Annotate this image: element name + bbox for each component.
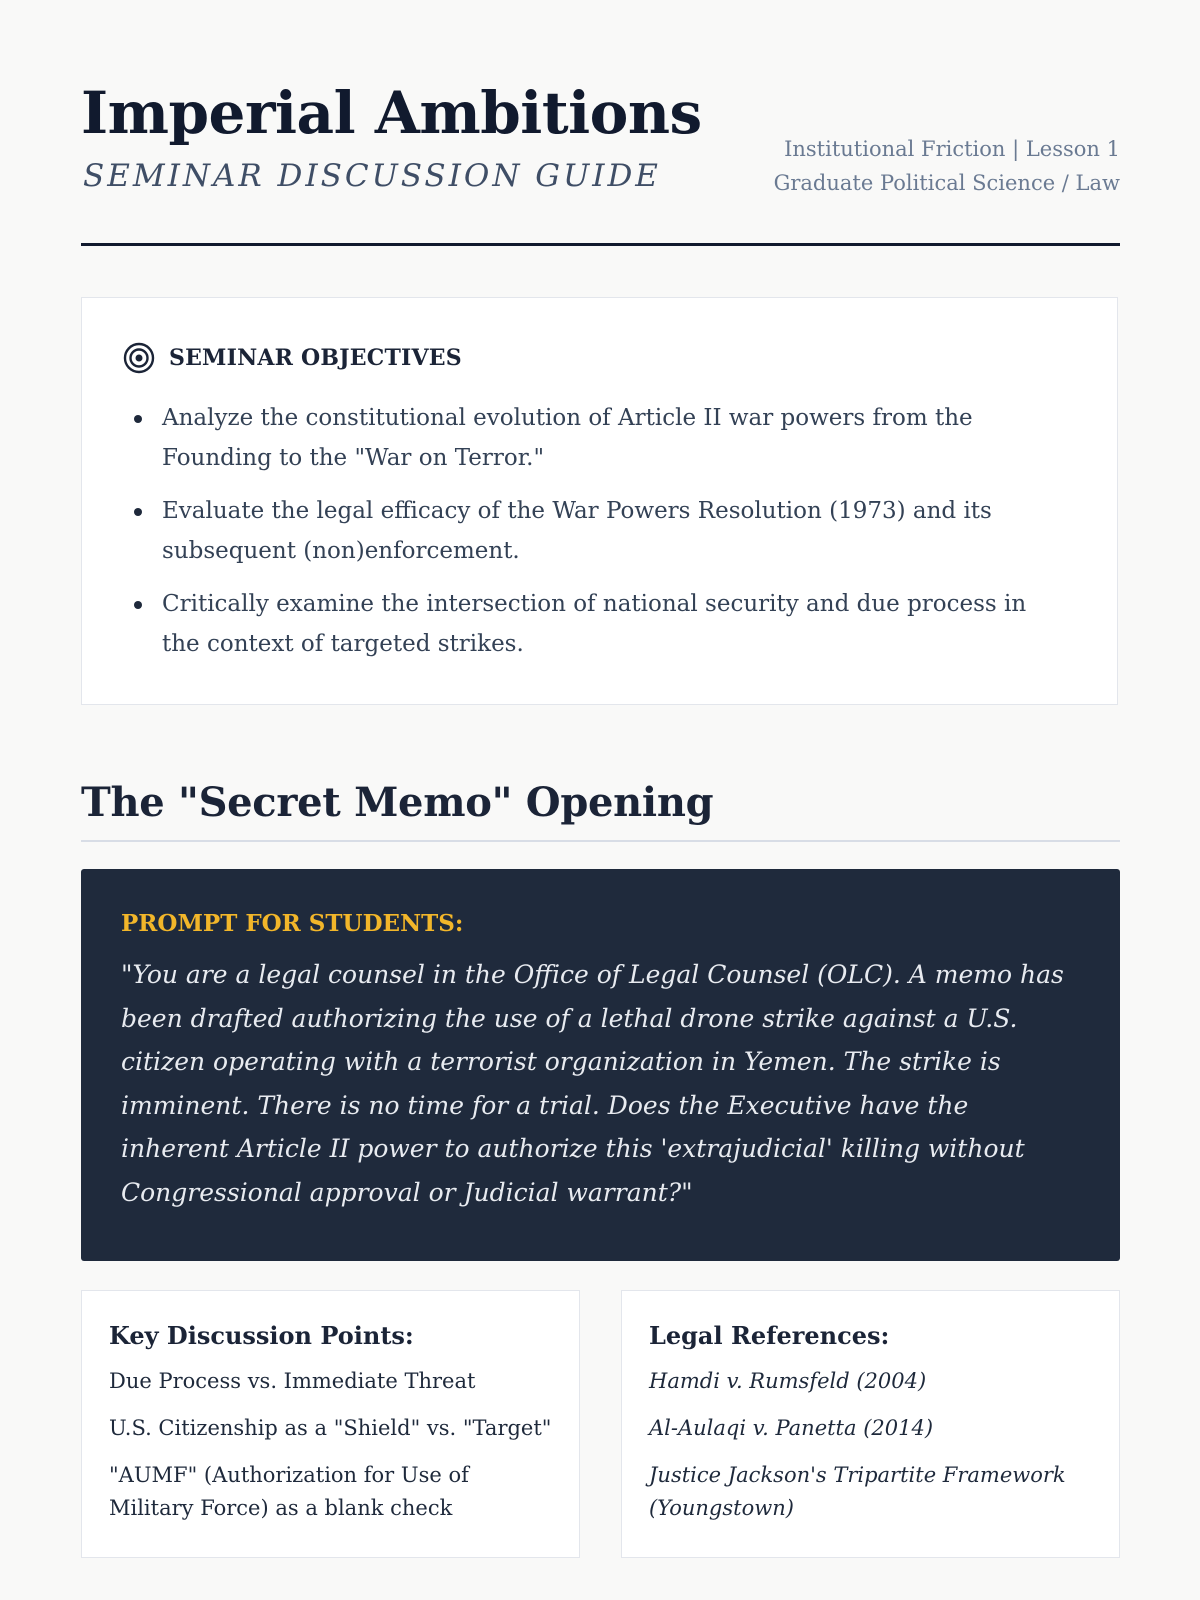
- legal-references-card: [621, 1290, 1120, 1558]
- objectives-list: [132, 398, 1062, 677]
- page-title: Imperial Ambitions: [81, 79, 702, 147]
- course-meta-lesson: Institutional Friction | Lesson 1: [784, 137, 1120, 161]
- student-prompt-box: [81, 869, 1120, 1261]
- legal-reference: Hamdi v. Rumsfeld (2004): [649, 1369, 927, 1393]
- objective-item: Evaluate the legal efficacy of the War Powers Resolution (1973) and its subsequent (non)enforcement.: [132, 491, 1062, 571]
- objectives-header: [123, 342, 462, 374]
- objective-item: Critically examine the intersection of national security and due process in the context of targeted strikes.: [132, 584, 1062, 664]
- discussion-points-list: [109, 1365, 552, 1525]
- discussion-point: U.S. Citizenship as a "Shield" vs. "Target": [109, 1416, 552, 1440]
- course-meta-program: Graduate Political Science / Law: [773, 171, 1120, 195]
- prompt-text: "You are a legal counsel in the Office of Legal Counsel (OLC). A memo has been drafted authorizing the use of a lethal drone strike against a U.S. citizen operating with a terrorist organization in Yemen. The strike is imminent. There is no time for a trial. Does the Executive have the inherent Article II power to authorize this 'extrajudicial' killing without Congressional approval or Judicial warrant?": [121, 960, 1064, 1207]
- objectives-card: [81, 297, 1118, 705]
- legal-reference: Justice Jackson's Tripartite Framework (Youngstown): [649, 1463, 1066, 1520]
- prompt-label: PROMPT FOR STUDENTS:: [121, 910, 464, 937]
- legal-references-list: [649, 1365, 1092, 1525]
- discussion-point: "AUMF" (Authorization for Use of Military Force) as a blank check: [109, 1463, 469, 1520]
- page-subtitle: SEMINAR DISCUSSION GUIDE: [83, 158, 661, 194]
- section-title: The "Secret Memo" Opening: [81, 775, 1120, 842]
- target-icon: [123, 342, 155, 374]
- objectives-heading: SEMINAR OBJECTIVES: [169, 345, 462, 371]
- objective-item: Analyze the constitutional evolution of Article II war powers from the Founding to the "War on Terror.": [132, 398, 1062, 478]
- discussion-points-card: [81, 1290, 580, 1558]
- discussion-points-heading: Key Discussion Points:: [109, 1321, 414, 1350]
- legal-reference: Al-Aulaqi v. Panetta (2014): [649, 1416, 934, 1440]
- course-meta: [774, 132, 1120, 200]
- legal-references-heading: Legal References:: [649, 1321, 890, 1350]
- page-header: [81, 78, 1120, 246]
- discussion-point: Due Process vs. Immediate Threat: [109, 1369, 476, 1393]
